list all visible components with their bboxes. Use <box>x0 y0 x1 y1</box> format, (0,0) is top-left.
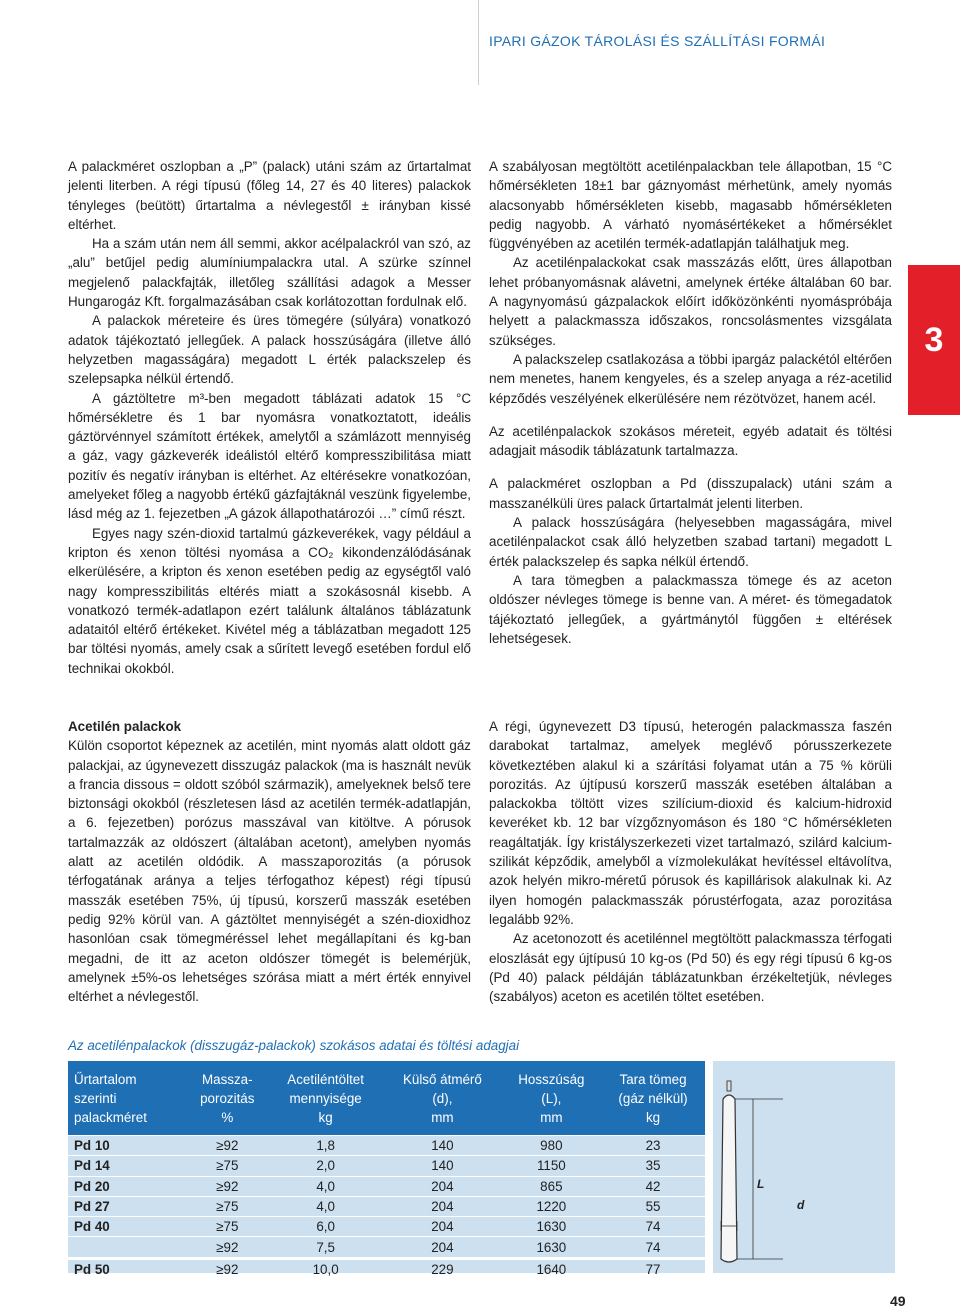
table-cell: 204 <box>383 1196 501 1216</box>
table-cell: 140 <box>383 1156 501 1176</box>
header-cell <box>383 1061 501 1136</box>
cylinder-figure <box>713 1061 895 1273</box>
chapter-tab: 3 <box>908 265 960 415</box>
table-cell: 74 <box>601 1237 705 1258</box>
table-row <box>68 1136 705 1156</box>
header-line: (L), <box>541 1090 562 1106</box>
table-cell: Pd 40 <box>68 1217 187 1237</box>
table-header-row <box>68 1061 705 1136</box>
header-divider <box>478 0 479 85</box>
page-number: 49 <box>890 1293 906 1309</box>
acetylene-heading: Acetilén palackok <box>68 719 182 734</box>
table-row <box>68 1156 705 1176</box>
table-cell: 55 <box>601 1196 705 1216</box>
right-column <box>489 157 892 648</box>
table-cell: 1630 <box>502 1237 601 1258</box>
right-paragraph-5: A palackméret oszlopban a Pd (disszupalack) utáni szám a masszanélküli üres palack űrtartalmát jelenti literben. <box>489 476 892 511</box>
table-cell: 1220 <box>502 1196 601 1216</box>
table-cell: 6,0 <box>268 1217 383 1237</box>
header-line: mm <box>540 1109 563 1125</box>
acetylene-section <box>68 717 471 1006</box>
header-title: IPARI GÁZOK TÁROLÁSI ÉS SZÁLLÍTÁSI FORMÁI <box>489 33 826 49</box>
table-cell: 1630 <box>502 1217 601 1237</box>
table-cell: 2,0 <box>268 1156 383 1176</box>
table-cell: ≥92 <box>187 1136 269 1156</box>
table-cell: ≥92 <box>187 1258 269 1279</box>
header-cell <box>601 1061 705 1136</box>
table-cell: 229 <box>383 1258 501 1279</box>
table-cell: 77 <box>601 1258 705 1279</box>
table-cell: ≥75 <box>187 1156 269 1176</box>
right-paragraph-2: Az acetilénpalackokat csak masszázás előtt, üres állapotban lehet próbanyomásnak alávetni, amelynek értéke általában 60 bar. A nagynyomású gázpalackok előírt időközönkénti nyomáspróbája helyett a palackmassza időszakos, roncsolásmentes vizsgálata szükséges. <box>489 255 892 348</box>
table-cell: 10,0 <box>268 1258 383 1279</box>
table-cell: 204 <box>383 1176 501 1196</box>
header-cell <box>68 1061 187 1136</box>
table-cell: 1,8 <box>268 1136 383 1156</box>
table-cell: 7,5 <box>268 1237 383 1258</box>
table-cell: ≥75 <box>187 1196 269 1216</box>
table-cell: ≥75 <box>187 1217 269 1237</box>
left-column <box>68 157 471 678</box>
header-line: Külső átmérő <box>402 1071 482 1087</box>
header-line: kg <box>318 1109 333 1125</box>
header-line: mennyisége <box>289 1090 362 1106</box>
header-line: mm <box>431 1109 454 1125</box>
table-cell: 980 <box>502 1136 601 1156</box>
left-paragraph-3: A palackok méreteire és üres tömegére (súlyára) vonatkozó adatok tájékoztató jellegűek. A palack hosszúságára (illetve álló helyzetben magasságára) megadott L érték palackszelep és szelepsapka nélkül értendő. <box>68 313 471 387</box>
header-line: szerinti <box>74 1090 117 1106</box>
header-line: Acetiléntöltet <box>287 1071 364 1087</box>
data-table <box>68 1061 705 1277</box>
header-line: porozitás <box>200 1090 255 1106</box>
table-cell: Pd 14 <box>68 1156 187 1176</box>
left-paragraph-4: A gáztöltetre m³-ben megadott táblázati adatok 15 °C hőmérsékletre és 1 bar nyomásra vonatkoztatott, ideális gáztörvénnyel számított értékek, amelytől a számlázott mennyiség a gáz, vagy gázkeverék ideálistól eltérő kompresszibilitása miatt pozitív és negatív irányban is eltérhet. Az eltérésekre vonatkozóan, amelyeket főleg a nagyobb értékű gázfajtáknál veszünk figyelembe, lásd még az 1. fejezetben „A gázok állapothatározói …” című részt. <box>68 390 471 522</box>
table-cell: 35 <box>601 1156 705 1176</box>
right-paragraph-8: A régi, úgynevezett D3 típusú, heterogén palackmassza faszén darabokat tartalmaz, amelyek meglévő pórusszerkezete következtében alakul ki a szárítási folyamat után a 75 % körüli porozitás. Az újtípusú korszerű masszák esetében általában a palackokba töltött vizes szilícium-dioxid és kalcium-hidroxid keveréket kb. 12 bar vízgőznyomáson és 180 °C hőmérsékleten reagáltatják. Így kristályszerkezeti vizet tartalmazó, szilárd kalcium-szilikát képződik, amelyből a vízmolekulákat hevítéssel eltávolítva, azok helyén mikro-méretű pórusok és kapillárisok alakulnak ki. Az ilyen homogén palackmasszák pórustérfogata, azaz porozitása legalább 92%. <box>489 719 892 927</box>
header-line: Tara tömeg <box>619 1071 687 1087</box>
table-row <box>68 1196 705 1216</box>
left-paragraph-2: Ha a szám után nem áll semmi, akkor acélpalackról van szó, az „alu” betűjel pedig alumíniumpalackra utal. A szürke színnel megjelenő palackfajták, illetőleg szállítási adagok a Messer Hungarogáz Kft. forgalmazásában csak korlátozottan fordulnak elő. <box>68 236 471 310</box>
right-column-lower <box>489 717 892 1006</box>
header-cell <box>187 1061 269 1136</box>
table-cell: Pd 10 <box>68 1136 187 1156</box>
table-cell: Pd 50 <box>68 1258 187 1279</box>
table-row <box>68 1176 705 1196</box>
table-cell: 204 <box>383 1237 501 1258</box>
cylinder-icon <box>721 1095 737 1262</box>
table-cell: 4,0 <box>268 1196 383 1216</box>
header-line: Massza- <box>201 1071 253 1087</box>
right-paragraph-1: A szabályosan megtöltött acetilénpalackban tele állapotban, 15 °C hőmérsékleten 18±1 bar gáznyomást mérhetünk, amely nyomás alacsonyabb hőmérsékleten kisebb, magasabb hőmérsékleten pedig nagyobb. A várható nyomásértékeket a hőmérséklet függvényében az acetilén termék-adatlapján találhatjuk meg. <box>489 159 892 252</box>
table-cell: 204 <box>383 1217 501 1237</box>
header-line: (d), <box>432 1090 453 1106</box>
table-cell: Pd 27 <box>68 1196 187 1216</box>
table-cell: ≥92 <box>187 1176 269 1196</box>
right-paragraph-9: Az acetonozott és acetilénnel megtöltött palackmassza térfogati eloszlását egy újtípusú 10 kg-os (Pd 50) és egy régi típusú 6 kg-os (Pd 40) palack példáján táblázatunkban érzékeltetjük, névleges (szabályos) aceton es acetilén töltet esetében. <box>489 931 892 1005</box>
diameter-label: d <box>797 1198 805 1212</box>
table-row <box>68 1237 705 1258</box>
acetylene-paragraph: Külön csoportot képeznek az acetilén, mint nyomás alatt oldott gáz palackjai, az úgynevezett disszugáz palackok (ma is használt nevük a francia dissous = oldott szóból származik), amelyeknek belső tere biztonsági okokból (részletesen lásd az acetilén termék-adatlapján, a 6. fejezetben) porózus masszával van kitöltve. A pórusok tartalmazzák az oldószert (általában acetont), amelyben nyomás alatt az acetilén oldódik. A masszaporozitás (a pórusok térfogatának aránya a teljes térfogathoz képest) régi típusú masszák esetében 75%, új típusú, korszerű masszák esetében pedig 92% körül van. A gáztöltet mennyiségét a szén-dioxidhoz hasonlóan csak tömegméréssel lehet megállapítani és kg-ban megadni, de itt az aceton oldószer tömegét is belemérjük, amelynek ±5%-os lehetséges szórása miatt a mért érték ennyivel eltérhet a névlegestől. <box>68 738 471 1005</box>
table-row <box>68 1258 705 1279</box>
header-cell <box>268 1061 383 1136</box>
right-paragraph-6: A palack hosszúságára (helyesebben magasságára, mivel acetilénpalackot csak álló helyzetben szabad tartani) megadott L érték palackszelep és sapka nélkül értendő. <box>489 515 892 569</box>
table-cell: 1150 <box>502 1156 601 1176</box>
right-paragraph-3: A palackszelep csatlakozása a többi ipargáz palackétól eltérően nem menetes, hanem kengyeles, és a szelep anyaga a réz-acetilid képződés veszélyének elkerülésére nem rézötvözet, hanem acél. <box>489 351 892 406</box>
table-cell: 74 <box>601 1217 705 1237</box>
right-paragraph-7: A tara tömegben a palackmassza tömege és az aceton oldószer névleges tömege is benne van. A méret- és tömegadatok tájékoztató jellegűek, a gyártmánytól függően ± eltérések lehetségesek. <box>489 572 892 646</box>
valve-icon <box>727 1081 731 1091</box>
left-paragraph-1: A palackméret oszlopban a „P” (palack) utáni szám az űrtartalmat jelenti literben. A régi típusú (főleg 14, 27 és 40 literes) palackok tényleges (beütött) űrtartalma a névlegestől ± irányban kissé eltérhet. <box>68 159 471 232</box>
page-header <box>0 0 960 85</box>
header-line: Hosszúság <box>518 1071 585 1087</box>
header-line: (gáz nélkül) <box>618 1090 688 1106</box>
table-title: Az acetilénpalackok (disszugáz-palackok) szokásos adatai és töltési adagjai <box>68 1038 520 1053</box>
table-cell <box>68 1237 187 1258</box>
left-paragraph-5: Egyes nagy szén-dioxid tartalmú gázkeverékek, vagy például a kripton és xenon töltési nyomása a CO₂ kikondenzálódásának elkerülésére, a kripton és xenon esetében pedig az egységtől való nagy kompresszibilitás eltérés miatt a szokásosnál kisebb. A vonatkozó termék-adatlapon ezért találunk általános táblázatunk adataitól eltérő értékeket. Kivétel még a táblázatban megadott 125 bar töltési nyomás, amely csak a sűrített levegő esetében fordul elő technikai okokból. <box>68 525 471 676</box>
header-line: kg <box>645 1109 661 1125</box>
table-row <box>68 1217 705 1237</box>
table-cell: Pd 20 <box>68 1176 187 1196</box>
header-line: Űrtartalom <box>74 1071 137 1087</box>
table-cell: 865 <box>502 1176 601 1196</box>
length-label: L <box>757 1177 765 1191</box>
cylinder-diagram <box>713 1061 895 1273</box>
table-cell: 1640 <box>502 1258 601 1279</box>
table-cell: 23 <box>601 1136 705 1156</box>
table-cell: 4,0 <box>268 1176 383 1196</box>
header-line: palackméret <box>74 1109 147 1125</box>
table-cell: 140 <box>383 1136 501 1156</box>
header-line: % <box>221 1109 234 1125</box>
header-cell <box>502 1061 601 1136</box>
right-paragraph-4: Az acetilénpalackok szokásos méreteit, egyéb adatait és töltési adagjait második táblázatunk tartalmazza. <box>489 423 892 459</box>
table-cell: ≥92 <box>187 1237 269 1258</box>
table-cell: 42 <box>601 1176 705 1196</box>
